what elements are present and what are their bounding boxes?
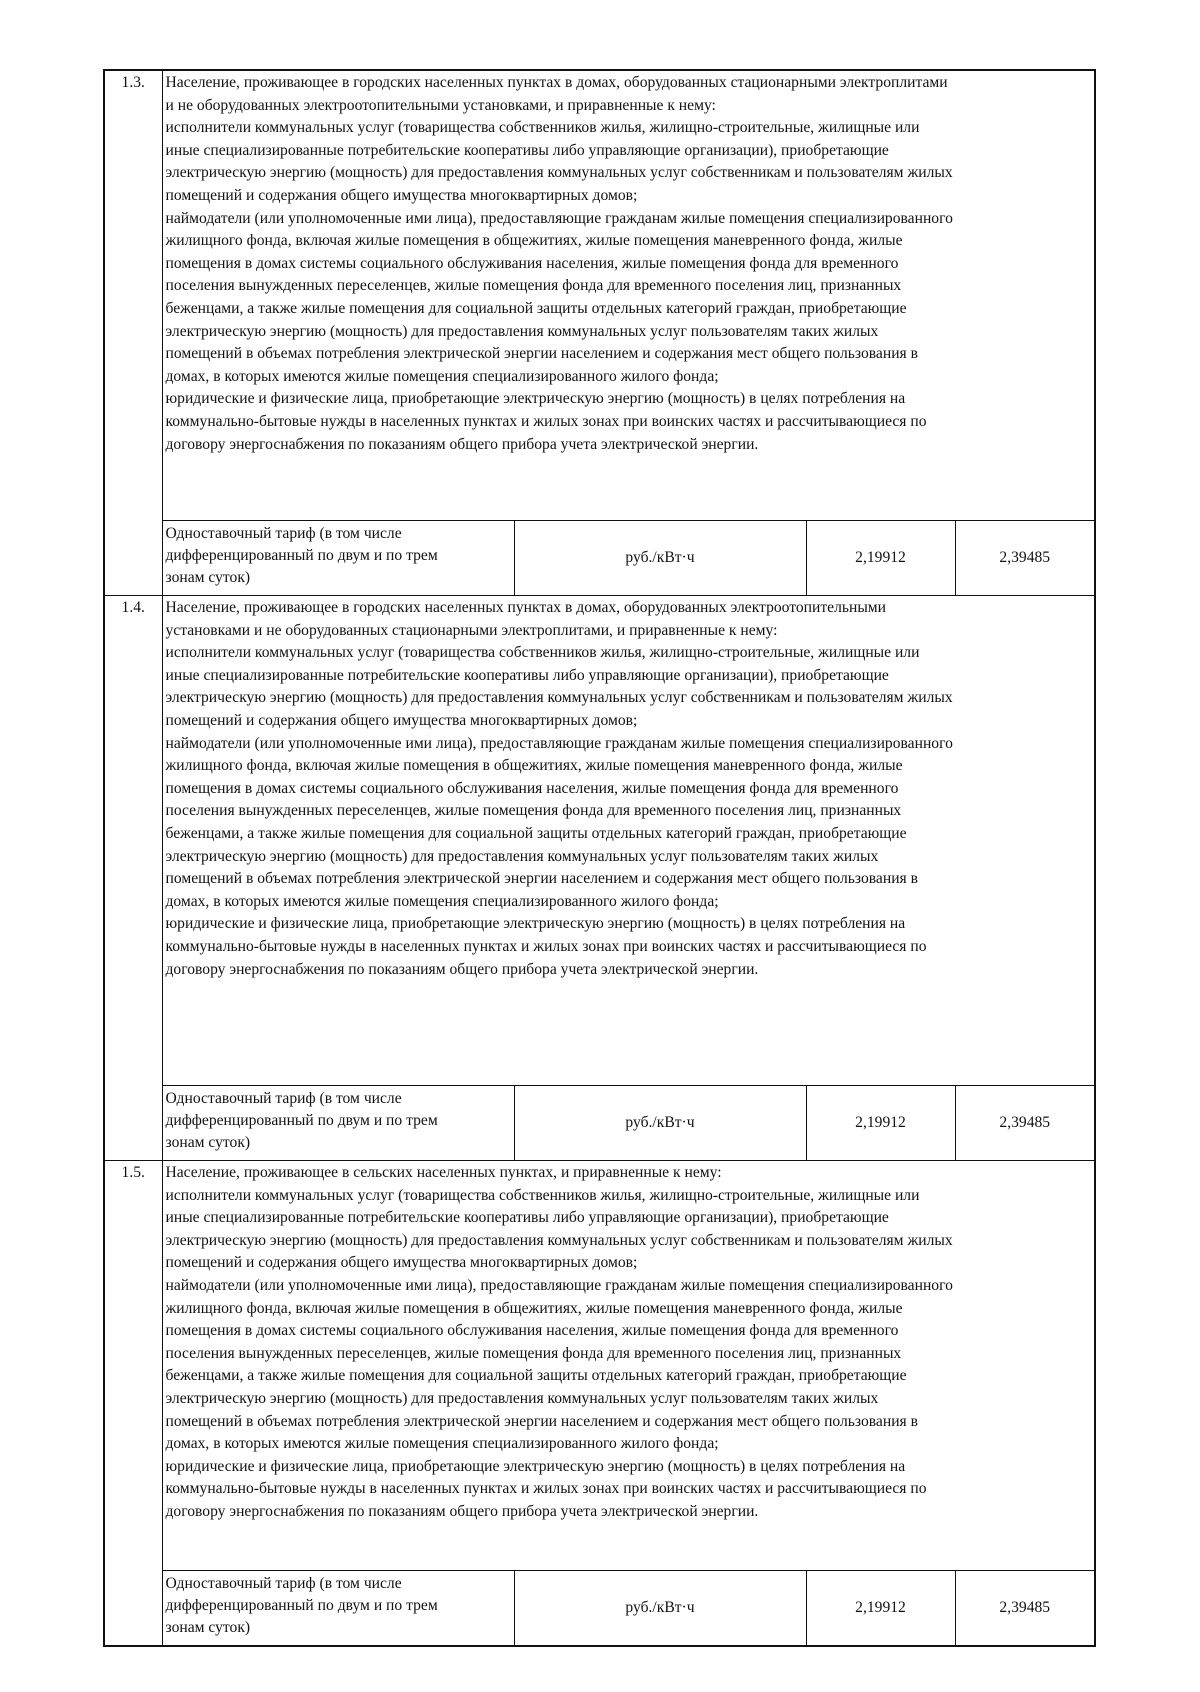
text-line: помещений и содержания общего имущества многоквартирных домов; [165, 186, 638, 204]
tariff-value-first-half: 2,19912 [806, 1086, 955, 1161]
text-line: Население, проживающее в городских населенных пунктах в домах, оборудованных электроотопительными [165, 599, 887, 616]
text-line: электрическую энергию (мощность) для предоставления коммунальных услуг пользователям таких жилых [165, 1389, 879, 1407]
text-line: договору энергоснабжения по показаниям общего прибора учета электрической энергии. [165, 1502, 759, 1520]
text-line: беженцами, а также жилые помещения для социальной защиты отдельных категорий граждан, приобретающие [165, 824, 907, 842]
text-line: наймодатели (или уполномоченные ими лица), предоставляющие гражданам жилые помещения специализированного [165, 734, 953, 752]
tariff-value-first-half: 2,19912 [806, 521, 955, 596]
text-line: исполнители коммунальных услуг (товарищества собственников жилья, жилищно-строительные, жилищные или [165, 119, 920, 137]
tariff-row [104, 521, 1095, 596]
text-line: иные специализированные потребительские кооперативы либо управляющие организации), приобретающие [165, 141, 889, 159]
text-line: помещений в объемах потребления электрической энергии населением и содержания мест общего пользования в [165, 1412, 918, 1430]
text-line: Население, проживающее в городских населенных пунктах в домах, оборудованных стационарными электроплитами [165, 74, 948, 91]
tariff-row [104, 1086, 1095, 1161]
tariff-unit: руб./кВт·ч [514, 1571, 806, 1647]
text-line: установками и не оборудованных стационарными электроплитами, и приравненные к нему: [165, 621, 778, 639]
text-line: коммунально-бытовые нужды в населенных пунктах и жилых зонах при воинских частях и рассчитывающиеся по [165, 1480, 927, 1498]
section-number: 1.3. [104, 70, 162, 596]
section-description [162, 596, 1095, 1086]
text-line: жилищного фонда, включая жилые помещения в общежитиях, жилые помещения маневренного фонда, жилые [165, 1299, 903, 1317]
tariff-name [162, 1086, 514, 1161]
text-line: помещений и содержания общего имущества многоквартирных домов; [165, 711, 638, 729]
text-line: электрическую энергию (мощность) для предоставления коммунальных услуг пользователям таких жилых [165, 847, 879, 865]
text-line: помещения в домах системы социального обслуживания населения, жилые помещения фонда для временного [165, 779, 899, 797]
text-line: помещения в домах системы социального обслуживания населения, жилые помещения фонда для временного [165, 1322, 899, 1340]
section-row [104, 596, 1095, 1086]
table-body [104, 70, 1095, 1646]
text-line: электрическую энергию (мощность) для предоставления коммунальных услуг собственникам и пользователям жилых [165, 689, 953, 707]
tariff-row [104, 1571, 1095, 1647]
text-line: договору энергоснабжения по показаниям общего прибора учета электрической энергии. [165, 435, 759, 453]
tariff-value-second-half: 2,39485 [955, 521, 1095, 596]
section-number: 1.5. [104, 1161, 162, 1647]
section-description [162, 70, 1095, 521]
text-line: Одноставочный тариф (в том числе [165, 525, 402, 542]
text-line: зонам суток) [165, 1134, 251, 1151]
tariff-table [103, 69, 1096, 1647]
text-line: дифференцированный по двум и по трем [165, 1597, 438, 1614]
text-line: помещения в домах системы социального обслуживания населения, жилые помещения фонда для временного [165, 254, 899, 272]
text-line: юридические и физические лица, приобретающие электрическую энергию (мощность) в целях потребления на [165, 390, 906, 408]
text-line: электрическую энергию (мощность) для предоставления коммунальных услуг собственникам и пользователям жилых [165, 1231, 953, 1249]
text-line: домах, в которых имеются жилые помещения специализированного жилого фонда; [165, 892, 719, 910]
text-line: зонам суток) [165, 1619, 251, 1636]
text-line: беженцами, а также жилые помещения для социальной защиты отдельных категорий граждан, приобретающие [165, 299, 907, 317]
text-line: наймодатели (или уполномоченные ими лица), предоставляющие гражданам жилые помещения специализированного [165, 209, 953, 227]
text-line: Одноставочный тариф (в том числе [165, 1090, 402, 1107]
text-line: Одноставочный тариф (в том числе [165, 1575, 402, 1592]
text-line: исполнители коммунальных услуг (товарищества собственников жилья, жилищно-строительные, жилищные или [165, 644, 920, 662]
text-line: помещений и содержания общего имущества многоквартирных домов; [165, 1254, 638, 1272]
tariff-value-first-half: 2,19912 [806, 1571, 955, 1647]
text-line: иные специализированные потребительские кооперативы либо управляющие организации), приобретающие [165, 666, 889, 684]
tariff-name [162, 521, 514, 596]
text-line: договору энергоснабжения по показаниям общего прибора учета электрической энергии. [165, 960, 759, 978]
text-line: исполнители коммунальных услуг (товарищества собственников жилья, жилищно-строительные, жилищные или [165, 1186, 920, 1204]
text-line: жилищного фонда, включая жилые помещения в общежитиях, жилые помещения маневренного фонда, жилые [165, 232, 903, 250]
text-line: дифференцированный по двум и по трем [165, 547, 438, 564]
text-line: зонам суток) [165, 569, 251, 586]
text-line: Население, проживающее в сельских населенных пунктах, и приравненные к нему: [165, 1164, 722, 1181]
text-line: поселения вынужденных переселенцев, жилые помещения фонда для временного поселения лиц, признанных [165, 802, 902, 820]
text-line: юридические и физические лица, приобретающие электрическую энергию (мощность) в целях потребления на [165, 915, 906, 933]
text-line: домах, в которых имеются жилые помещения специализированного жилого фонда; [165, 1435, 719, 1453]
text-line: жилищного фонда, включая жилые помещения в общежитиях, жилые помещения маневренного фонда, жилые [165, 757, 903, 775]
tariff-unit: руб./кВт·ч [514, 1086, 806, 1161]
text-line: иные специализированные потребительские кооперативы либо управляющие организации), приобретающие [165, 1209, 889, 1227]
text-line: помещений в объемах потребления электрической энергии населением и содержания мест общего пользования в [165, 345, 918, 363]
text-line: наймодатели (или уполномоченные ими лица), предоставляющие гражданам жилые помещения специализированного [165, 1276, 953, 1294]
text-line: беженцами, а также жилые помещения для социальной защиты отдельных категорий граждан, приобретающие [165, 1367, 907, 1385]
text-line: дифференцированный по двум и по трем [165, 1112, 438, 1129]
text-line: поселения вынужденных переселенцев, жилые помещения фонда для временного поселения лиц, признанных [165, 1344, 902, 1362]
text-line: домах, в которых имеются жилые помещения специализированного жилого фонда; [165, 367, 719, 385]
section-number: 1.4. [104, 596, 162, 1161]
text-line: электрическую энергию (мощность) для предоставления коммунальных услуг собственникам и пользователям жилых [165, 164, 953, 182]
section-row [104, 70, 1095, 521]
tariff-value-second-half: 2,39485 [955, 1571, 1095, 1647]
text-line: помещений в объемах потребления электрической энергии населением и содержания мест общего пользования в [165, 870, 918, 888]
tariff-value-second-half: 2,39485 [955, 1086, 1095, 1161]
text-line: и не оборудованных электроотопительными установками, и приравненные к нему: [165, 96, 716, 114]
text-line: коммунально-бытовые нужды в населенных пунктах и жилых зонах при воинских частях и рассчитывающиеся по [165, 937, 927, 955]
text-line: электрическую энергию (мощность) для предоставления коммунальных услуг пользователям таких жилых [165, 322, 879, 340]
tariff-unit: руб./кВт·ч [514, 521, 806, 596]
tariff-name [162, 1571, 514, 1647]
text-line: поселения вынужденных переселенцев, жилые помещения фонда для временного поселения лиц, признанных [165, 277, 902, 295]
section-description [162, 1161, 1095, 1571]
section-row [104, 1161, 1095, 1571]
text-line: юридические и физические лица, приобретающие электрическую энергию (мощность) в целях потребления на [165, 1457, 906, 1475]
text-line: коммунально-бытовые нужды в населенных пунктах и жилых зонах при воинских частях и рассчитывающиеся по [165, 412, 927, 430]
